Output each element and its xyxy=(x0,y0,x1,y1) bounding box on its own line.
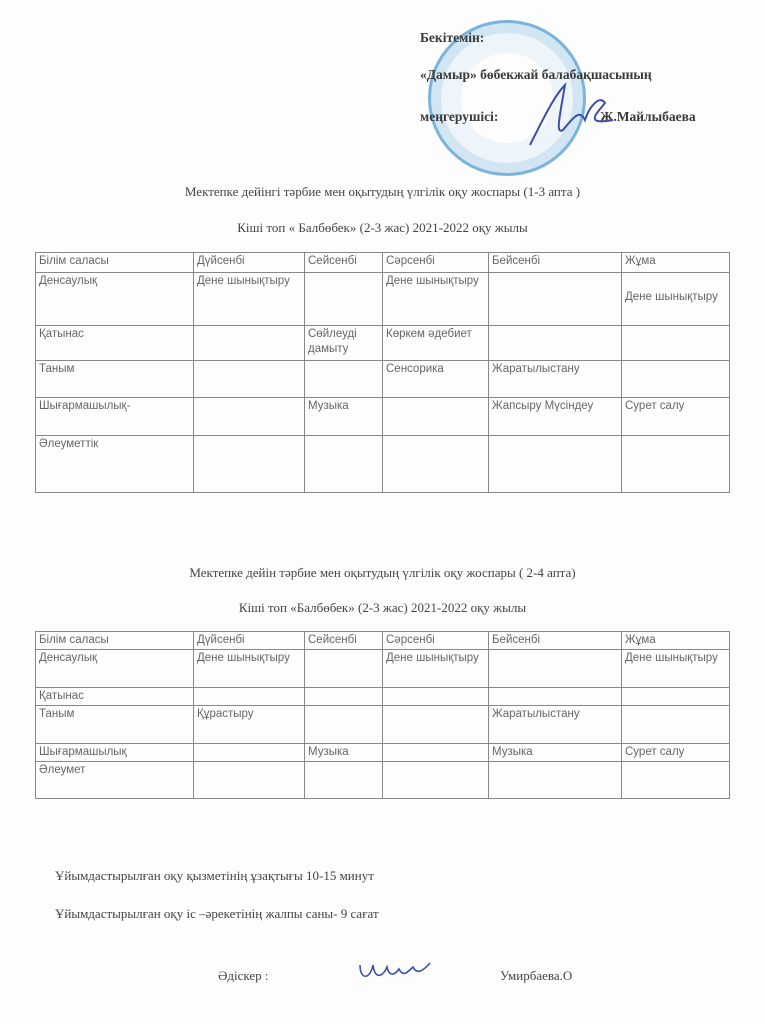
table-cell xyxy=(194,361,305,398)
table-cell xyxy=(305,688,383,706)
table-cell: Таным xyxy=(36,361,194,398)
table-cell xyxy=(383,762,489,799)
column-header: Сейсенбі xyxy=(305,253,383,273)
table-cell xyxy=(489,326,622,361)
table-cell xyxy=(305,273,383,326)
table-cell: Дене шынықтыру xyxy=(383,650,489,688)
table-cell: Шығармашылық- xyxy=(36,398,194,436)
table-cell xyxy=(622,706,730,744)
table-row xyxy=(36,398,730,436)
table-row xyxy=(36,706,730,744)
table-cell xyxy=(622,762,730,799)
column-header: Жұма xyxy=(622,632,730,650)
table-row xyxy=(36,436,730,493)
table-cell xyxy=(305,762,383,799)
table-cell: Көркем әдебиет xyxy=(383,326,489,361)
table-row xyxy=(36,273,730,326)
table-cell xyxy=(194,398,305,436)
table-cell xyxy=(383,436,489,493)
table-cell xyxy=(383,688,489,706)
column-header: Жұма xyxy=(622,253,730,273)
table-cell xyxy=(305,706,383,744)
column-header: Сейсенбі xyxy=(305,632,383,650)
table-cell xyxy=(489,650,622,688)
table-cell xyxy=(622,361,730,398)
plan1-table xyxy=(35,252,730,493)
table-row xyxy=(36,744,730,762)
table-cell xyxy=(383,398,489,436)
column-header: Білім саласы xyxy=(36,632,194,650)
table-cell: Сурет салу xyxy=(622,744,730,762)
plan1-title: Мектепке дейінгі тәрбие мен оқытудың үлгілік оқу жоспары (1-3 апта ) xyxy=(184,184,581,199)
column-header: Сәрсенбі xyxy=(383,253,489,273)
column-header: Білім саласы xyxy=(36,253,194,273)
table-cell: Әлеуметтік xyxy=(36,436,194,493)
duration-note: Ұйымдастырылған оқу қызметінің ұзақтығы 10-15 минут xyxy=(55,868,374,883)
table-cell xyxy=(194,326,305,361)
header-row xyxy=(36,253,730,273)
methodist-signature xyxy=(355,955,435,985)
plan2-table xyxy=(35,631,730,799)
table-cell xyxy=(622,326,730,361)
table-cell: Әлеумет xyxy=(36,762,194,799)
column-header: Дүйсенбі xyxy=(194,253,305,273)
table-cell: Сенсорика xyxy=(383,361,489,398)
table-cell xyxy=(489,688,622,706)
table-cell xyxy=(489,762,622,799)
table-cell: Қатынас xyxy=(36,688,194,706)
table-cell xyxy=(622,688,730,706)
table-cell: Жаратылыстану xyxy=(489,706,622,744)
table-cell: Дене шынықтыру xyxy=(622,273,730,326)
table-cell: Таным xyxy=(36,706,194,744)
table-cell xyxy=(194,744,305,762)
table-cell xyxy=(622,436,730,493)
director-signature xyxy=(525,75,615,155)
table-cell: Музыка xyxy=(305,398,383,436)
approval-org: «Дамыр» бөбекжай балабақшасының xyxy=(420,67,652,82)
table-cell xyxy=(489,436,622,493)
table-cell: Денсаулық xyxy=(36,273,194,326)
plan2-title: Мектепке дейін тәрбие мен оқытудың үлгілік оқу жоспары ( 2-4 апта) xyxy=(189,565,576,580)
table-cell xyxy=(305,436,383,493)
table-row xyxy=(36,688,730,706)
column-header: Сәрсенбі xyxy=(383,632,489,650)
table-cell xyxy=(383,744,489,762)
column-header: Бейсенбі xyxy=(489,632,622,650)
table-cell xyxy=(305,361,383,398)
plan1-subtitle: Кіші топ « Балбөбек» (2-3 жас) 2021-2022 оқу жылы xyxy=(237,220,528,235)
table-cell: Музыка xyxy=(489,744,622,762)
methodist-name: Умирбаева.О xyxy=(500,968,573,983)
table-cell xyxy=(383,706,489,744)
approval-role: меңгерушісі: xyxy=(420,109,499,124)
table-cell: Дене шынықтыру xyxy=(194,273,305,326)
column-header: Бейсенбі xyxy=(489,253,622,273)
column-header: Дүйсенбі xyxy=(194,632,305,650)
table-cell: Құрастыру xyxy=(194,706,305,744)
table-cell xyxy=(194,762,305,799)
approval-heading: Бекітемін: xyxy=(420,30,485,45)
methodist-label: Әдіскер : xyxy=(218,968,269,983)
table-cell: Дене шынықтыру xyxy=(622,650,730,688)
table-cell: Шығармашылық xyxy=(36,744,194,762)
table-cell: Музыка xyxy=(305,744,383,762)
table-cell: Сөйлеуді дамыту xyxy=(305,326,383,361)
table-cell: Дене шынықтыру xyxy=(194,650,305,688)
table-row xyxy=(36,762,730,799)
table-row xyxy=(36,650,730,688)
table-cell xyxy=(194,688,305,706)
header-row xyxy=(36,632,730,650)
total-note: Ұйымдастырылған оқу іс –әрекетінің жалпы саны- 9 сағат xyxy=(55,906,379,921)
table-cell: Денсаулық xyxy=(36,650,194,688)
table-cell: Сурет салу xyxy=(622,398,730,436)
table-cell xyxy=(194,436,305,493)
table-cell: Жапсыру Мүсіндеу xyxy=(489,398,622,436)
table-cell xyxy=(305,650,383,688)
table-cell: Дене шынықтыру xyxy=(383,273,489,326)
plan2-subtitle: Кіші топ «Балбөбек» (2-3 жас) 2021-2022 оқу жылы xyxy=(238,600,527,615)
table-cell xyxy=(489,273,622,326)
table-cell: Қатынас xyxy=(36,326,194,361)
approval-name: Ж.Майлыбаева xyxy=(600,109,696,124)
table-row xyxy=(36,326,730,361)
table-row xyxy=(36,361,730,398)
table-cell: Жаратылыстану xyxy=(489,361,622,398)
